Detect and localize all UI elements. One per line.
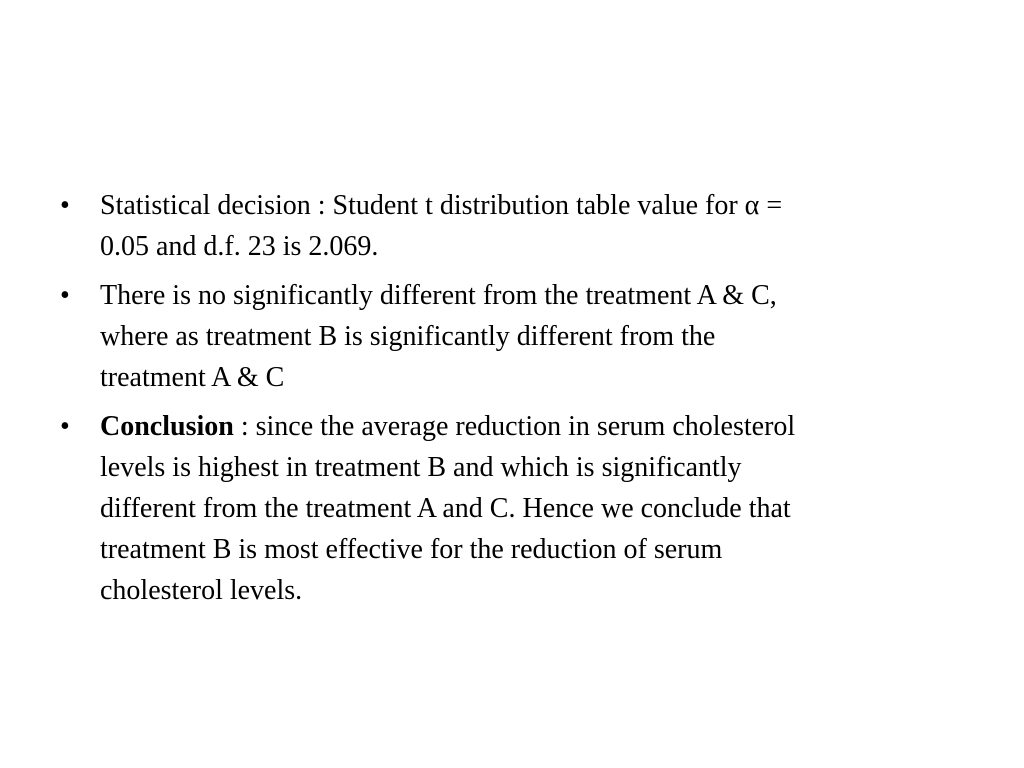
bullet-line: Statistical decision : Student t distribution table value for α = (100, 190, 783, 221)
bullet-marker: • (60, 190, 70, 221)
bullet-marker: • (60, 411, 70, 442)
bullet-line: levels is highest in treatment B and which is significantly (100, 452, 742, 483)
bullet-line: : since the average reduction in serum cholesterol (233, 411, 796, 442)
bullet-statistical-decision (60, 185, 960, 267)
bullet-line: treatment B is most effective for the reduction of serum (100, 534, 723, 565)
bullet-line: treatment A & C (100, 362, 285, 393)
bullet-marker: • (60, 280, 70, 311)
bullet-line: There is no significantly different from the treatment A & C, (100, 280, 777, 311)
conclusion-label: Conclusion (100, 411, 234, 442)
bullet-line: where as treatment B is significantly different from the (100, 321, 716, 352)
bullet-line: 0.05 and d.f. 23 is 2.069. (100, 231, 379, 262)
bullet-line: different from the treatment A and C. Hence we conclude that (100, 493, 791, 524)
bullet-treatment-difference (60, 275, 960, 398)
bullet-conclusion (60, 406, 960, 611)
bullet-list (60, 185, 960, 619)
bullet-line: cholesterol levels. (100, 575, 303, 606)
